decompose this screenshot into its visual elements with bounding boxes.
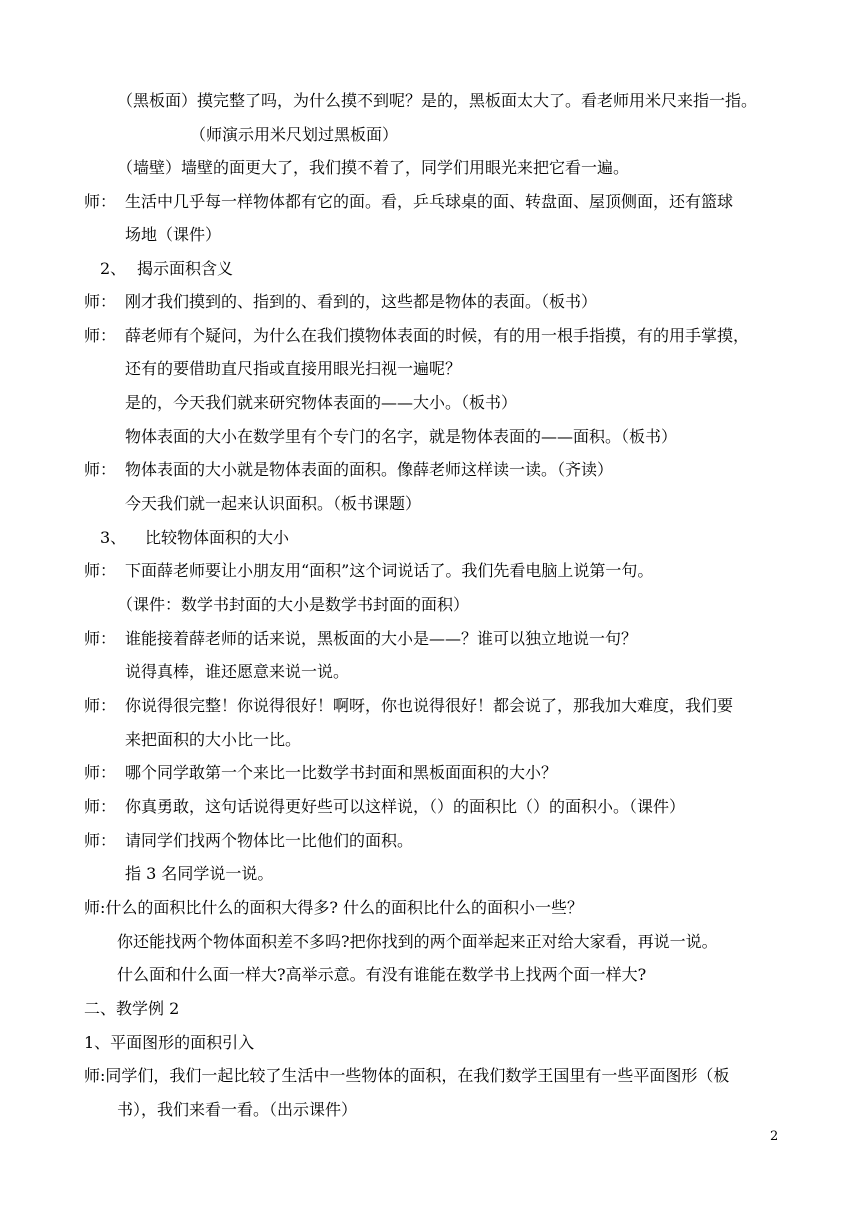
paragraph-line: 你还能找两个物体面积差不多吗?把你找到的两个面举起来正对给大家看，再说一说。	[117, 932, 718, 951]
paragraph-line: 谁能接着薛老师的话来说，黑板面的大小是——？谁可以独立地说一句？	[125, 629, 638, 648]
speaker-label: 师：	[84, 292, 117, 311]
paragraph-line: 薛老师有个疑问，为什么在我们摸物体表面的时候，有的用一根手指摸，有的用手掌摸，	[125, 326, 750, 345]
paragraph-line: 你真勇敢，这句话说得更好些可以这样说，（）的面积比（）的面积小。（课件）	[125, 797, 686, 816]
paragraph-line: 哪个同学敢第一个来比一比数学书封面和黑板面面积的大小？	[125, 763, 558, 782]
paragraph-line: 什么面和什么面一样大?高举示意。有没有谁能在数学书上找两个面一样大?	[117, 965, 647, 984]
speaker-label: 师：	[84, 561, 117, 580]
paragraph-line: 请同学们找两个物体比一比他们的面积。	[125, 831, 414, 850]
paragraph-line: 你说得很完整！你说得很好！啊呀，你也说得很好！都会说了，那我加大难度，我们要	[125, 696, 734, 715]
paragraph-line: 指 3 名同学说一说。	[125, 864, 274, 883]
paragraph-line: 下面薛老师要让小朋友用“面积”这个词说话了。我们先看电脑上说第一句。	[125, 561, 654, 580]
speaker-label: 师：	[84, 629, 117, 648]
speaker-label: 师：	[84, 460, 117, 479]
speaker-label: 师：	[84, 831, 117, 850]
paragraph-line: 物体表面的大小就是物体表面的面积。像薛老师这样读一读。（齐读）	[125, 460, 614, 479]
section-heading: 二、教学例 2	[84, 999, 180, 1018]
speaker-label: 师：	[84, 763, 117, 782]
section-number: 2、	[100, 259, 127, 278]
paragraph-line: 师:同学们，我们一起比较了生活中一些物体的面积，在我们数学王国里有一些平面图形（板	[84, 1066, 730, 1085]
section-heading: 比较物体面积的大小	[145, 528, 290, 547]
paragraph-line: 是的，今天我们就来研究物体表面的——大小。（板书）	[125, 393, 518, 412]
section-heading: 揭示面积含义	[137, 259, 234, 278]
section-number: 3、	[100, 528, 127, 547]
speaker-label: 师：	[84, 696, 117, 715]
speaker-label: 师：	[84, 192, 117, 211]
paragraph-line: （墙壁）墙壁的面更大了，我们摸不着了，同学们用眼光来把它看一遍。	[117, 158, 630, 177]
page-number: 2	[770, 1129, 779, 1144]
speaker-label: 师：	[84, 326, 117, 345]
paragraph-line: 今天我们就一起来认识面积。（板书课题）	[125, 494, 422, 513]
paragraph-line: 还有的要借助直尺指或直接用眼光扫视一遍呢？	[125, 359, 462, 378]
paragraph-line: 物体表面的大小在数学里有个专门的名字，就是物体表面的——面积。（板书）	[125, 427, 678, 446]
section-heading: 1、平面图形的面积引入	[84, 1033, 255, 1052]
paragraph-line: 生活中几乎每一样物体都有它的面。看，乒乓球桌的面、转盘面、屋顶侧面，还有篮球	[125, 192, 734, 211]
paragraph-line: （课件：数学书封面的大小是数学书封面的面积）	[117, 595, 470, 614]
paragraph-line: 来把面积的大小比一比。	[125, 730, 302, 749]
paragraph-line: 说得真棒，谁还愿意来说一说。	[125, 662, 350, 681]
speaker-label: 师：	[84, 797, 117, 816]
paragraph-line: （师演示用米尺划过黑板面）	[190, 125, 399, 144]
paragraph-line: 书），我们来看一看。（出示课件）	[117, 1100, 358, 1119]
paragraph-line: 师:什么的面积比什么的面积大得多? 什么的面积比什么的面积小一些？	[84, 898, 584, 917]
paragraph-line: 刚才我们摸到的、指到的、看到的，这些都是物体的表面。（板书）	[125, 292, 598, 311]
paragraph-line: 场地（课件）	[125, 225, 222, 244]
paragraph-line: （黑板面）摸完整了吗，为什么摸不到呢？是的，黑板面太大了。看老师用米尺来指一指。	[117, 91, 758, 110]
